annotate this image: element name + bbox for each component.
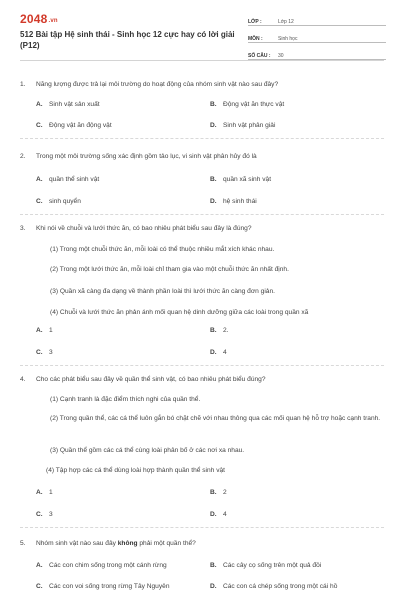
document-header	[20, 0, 384, 61]
statement-3: (3) Quần xã càng đa dạng về thành phần loài thì lưới thức ăn càng đơn giản.	[50, 288, 275, 295]
meta-row-class: LỚP : Lớp 12	[248, 13, 386, 26]
question-divider	[20, 365, 384, 366]
document-page: 2048.vn 512 Bài tập Hệ sinh thái - Sinh học 12 cực hay có lời giải (P12) LỚP : Lớp 12 MÔN : Sinh học SỐ CÂU : 30 1. Năng lượng được trả lại môi trường do hoạt động của nhóm sinh vật nào sau đây? A. Sinh vật sản xuất B. Động vật ăn thực vật C. Động vật ăn động vật D. Sinh vật phân giải 2. Trong một môi trường sống xác định gồm tảo lục, vi sinh vật phân hủy đó là A. quần thể sinh vật B. quần xã sinh vật C. sinh quyển D. hệ sinh thái 3. Khi nói về chuỗi và lưới thức ăn, có bao nhiêu phát biểu sau đây là đúng? (1) Trong một chuỗi thức ăn, mỗi loài có thể thuộc nhiều mắt xích khác nhau. (2) Trong một lưới thức ăn, mỗi loài chỉ tham gia vào một chuỗi thức ăn nhất định. (3) Quần xã càng đa dạng về thành phần loài thì lưới thức ăn càng đơn giản. (4) Chuỗi và lưới thức ăn phản ánh mối quan hệ dinh dưỡng giữa các loài trong quần xã A. 1 B. 2. C. 3 D. 4 4. Cho các phát biểu sau đây về quần thể sinh vật, có bao nhiêu phát biểu đúng? (1) Cạnh tranh là đặc điểm thích nghi của quần thể. (2) Trong quần thể, các cá thể luôn gắn bó chặt chẽ với nhau thông qua các mối quan hệ hỗ trợ hoặc cạnh tranh. (3) Quần thể gồm các cá thể cùng loài phân bố ở các nơi xa nhau. (4) Tập hợp các cá thể dùng loài hợp thành quần thể sinh vật A. 1 B. 2 C. 3 D. 4 5. Nhóm sinh vật nào sau đây không phải một quần thể? A. Các con chim sống trong một cánh rừng B. Các cây cọ sống trên một quả đồi C. Các con voi sống trong rừng Tây Nguyên D. Các con cá chép sống trong một cái hồ	[0, 0, 400, 600]
statement-4: (4) Tập hợp các cá thể dùng loài hợp thành quần thể sinh vật	[46, 467, 225, 474]
question-number: 1.	[20, 81, 26, 88]
statement-2: (2) Trong quần thể, các cá thể luôn gắn bó chặt chẽ với nhau thông qua các mối quan hệ hỗ trợ hoặc cạnh tranh.	[50, 415, 381, 422]
question-number: 3.	[20, 225, 26, 232]
question-number: 2.	[20, 153, 26, 160]
statement-4: (4) Chuỗi và lưới thức ăn phản ánh mối quan hệ dinh dưỡng giữa các loài trong quần xã	[50, 309, 309, 316]
meta-row-subject: MÔN : Sinh học	[248, 30, 386, 43]
question-number: 4.	[20, 376, 26, 383]
question-text: Nhóm sinh vật nào sau đây không phải một quần thể?	[36, 540, 196, 547]
statement-1: (1) Trong một chuỗi thức ăn, mỗi loài có thể thuộc nhiều mắt xích khác nhau.	[50, 246, 275, 253]
site-logo[interactable]: 2048.vn	[20, 12, 58, 26]
statement-3: (3) Quần thể gồm các cá thể cùng loài phân bố ở các nơi xa nhau.	[50, 447, 245, 454]
question-divider	[20, 214, 384, 215]
emphasis-text: không	[117, 540, 138, 547]
question-text: Khi nói về chuỗi và lưới thức ăn, có bao nhiêu phát biểu sau đây là đúng?	[36, 225, 252, 232]
question-divider	[20, 138, 384, 139]
question-number: 5.	[20, 540, 26, 547]
question-text: Năng lượng được trả lại môi trường do hoạt động của nhóm sinh vật nào sau đây?	[36, 81, 279, 88]
statement-1: (1) Cạnh tranh là đặc điểm thích nghi của quần thể.	[50, 396, 201, 403]
question-divider	[20, 527, 384, 528]
statement-2: (2) Trong một lưới thức ăn, mỗi loài chỉ tham gia vào một chuỗi thức ăn nhất định.	[50, 266, 289, 273]
document-meta	[248, 13, 386, 64]
document-title: 512 Bài tập Hệ sinh thái - Sinh học 12 cực hay có lời giải (P12)	[20, 30, 235, 50]
question-text: Trong một môi trường sống xác định gồm tảo lục, vi sinh vật phân hủy đó là	[36, 153, 257, 160]
question-text: Cho các phát biểu sau đây về quần thể sinh vật, có bao nhiêu phát biểu đúng?	[36, 376, 266, 383]
meta-row-question-count: SỐ CÂU : 30	[248, 47, 386, 60]
